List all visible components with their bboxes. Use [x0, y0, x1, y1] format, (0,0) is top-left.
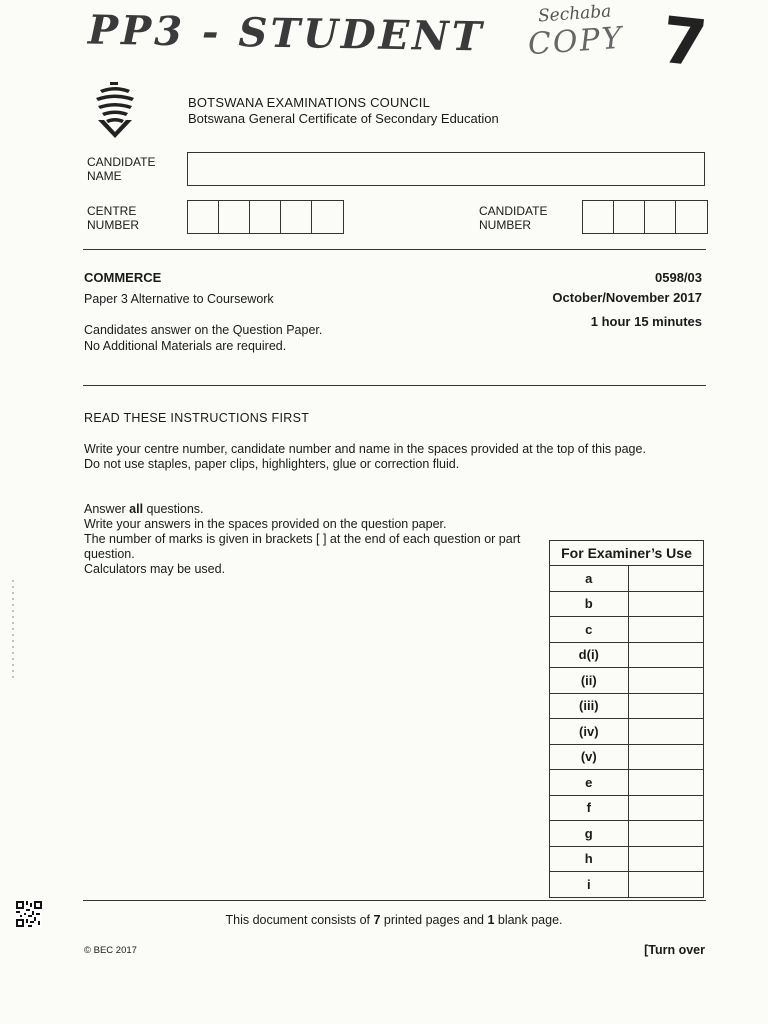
bec-logo-icon [92, 80, 138, 142]
materials-line-2: No Additional Materials are required. [84, 339, 287, 353]
instructions-heading: READ THESE INSTRUCTIONS FIRST [84, 411, 310, 425]
table-row: b [550, 591, 704, 617]
mark-cell [628, 821, 703, 847]
exam-session: October/November 2017 [552, 290, 702, 305]
instructions-block-1 [84, 442, 706, 472]
instructions-block-2 [84, 502, 544, 577]
paper-code: 0598/03 [655, 270, 702, 285]
table-row: a [550, 566, 704, 592]
table-row: h [550, 846, 704, 872]
table-row: f [550, 795, 704, 821]
scan-artifact [12, 580, 14, 680]
page-count-note: This document consists of 7 printed pages and 1 blank page. [225, 913, 563, 927]
table-row: (v) [550, 744, 704, 770]
table-row: (ii) [550, 668, 704, 694]
centre-number-field[interactable] [187, 200, 344, 234]
candidate-name-field[interactable] [187, 152, 705, 186]
mark-cell [628, 719, 703, 745]
mark-cell [628, 617, 703, 643]
instruction-line: Do not use staples, paper clips, highlighters, glue or correction fluid. [84, 457, 460, 471]
copyright: © BEC 2017 [84, 945, 137, 956]
handwritten-copy: COPY [526, 20, 625, 63]
candidate-number-field[interactable] [582, 200, 708, 234]
mark-cell [628, 770, 703, 796]
mark-cell [628, 846, 703, 872]
mark-cell [628, 566, 703, 592]
turn-over: [Turn over [644, 943, 705, 957]
org-subtitle: Botswana General Certificate of Secondary Education [188, 111, 499, 126]
mark-cell [628, 744, 703, 770]
handwritten-number: 7 [658, 3, 711, 83]
handwritten-copy-label: PP3 - STUDENT [87, 6, 485, 61]
examiner-use-table [549, 540, 704, 898]
instruction-line: Calculators may be used. [84, 562, 226, 576]
instruction-line: Write your answers in the spaces provided on the question paper. [84, 517, 447, 531]
org-name: BOTSWANA EXAMINATIONS COUNCIL [188, 95, 430, 110]
examiner-table-title: For Examiner’s Use [550, 541, 704, 566]
mark-cell [628, 693, 703, 719]
mark-cell [628, 872, 703, 898]
exam-duration: 1 hour 15 minutes [590, 314, 702, 329]
table-row: d(i) [550, 642, 704, 668]
table-row: g [550, 821, 704, 847]
candidate-number-label: CANDIDATE NUMBER [479, 204, 548, 232]
instruction-line: Write your centre number, candidate number and name in the spaces provided at the top of this page. [84, 442, 646, 456]
instruction-line: The number of marks is given in brackets [ ] at the end of each question or part question. [84, 532, 521, 561]
mark-cell [628, 642, 703, 668]
candidate-name-label: CANDIDATE NAME [87, 155, 156, 183]
table-row: c [550, 617, 704, 643]
instruction-line: Answer all questions. [84, 502, 204, 516]
table-row: (iv) [550, 719, 704, 745]
materials-line-1: Candidates answer on the Question Paper. [84, 323, 323, 337]
table-row: i [550, 872, 704, 898]
table-row: (iii) [550, 693, 704, 719]
mark-cell [628, 668, 703, 694]
paper-title: Paper 3 Alternative to Coursework [84, 292, 274, 306]
divider [83, 385, 706, 386]
mark-cell [628, 795, 703, 821]
divider [83, 249, 706, 250]
handwritten-name: Sechaba [537, 1, 612, 27]
divider [83, 900, 706, 901]
mark-cell [628, 591, 703, 617]
subject-title: COMMERCE [84, 270, 162, 285]
centre-number-label: CENTRE NUMBER [87, 204, 140, 232]
table-row: e [550, 770, 704, 796]
